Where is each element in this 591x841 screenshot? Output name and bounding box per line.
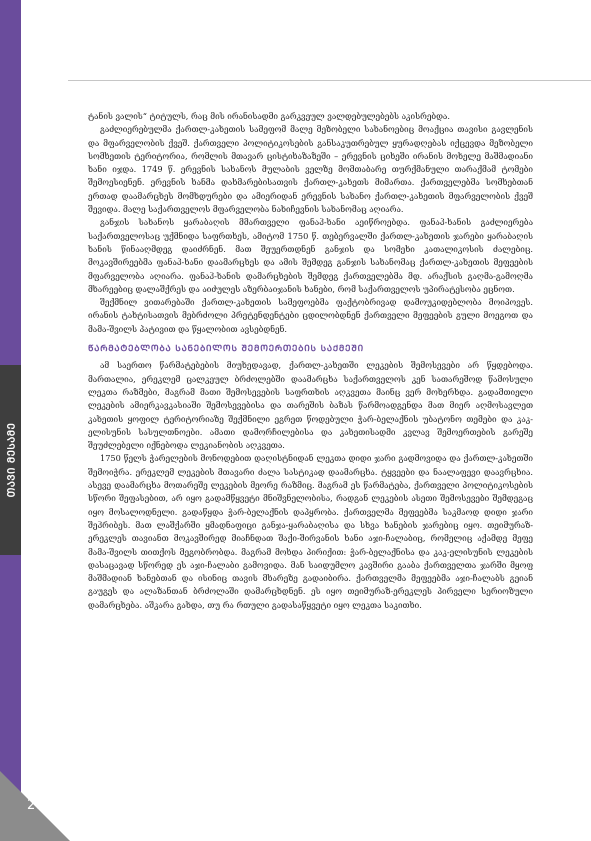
paragraph: შექმნილ ვითარებაში ქართლ-კახეთის სამეფოებმა ფაქტობრივად დამოუკიდებლობა მოიპოვეს. ირანის ტახტისათვის მებრძოლი პრეტენდენტები ცდილობდნენ ქართველი მეფეების გული მოეგოთ და მამა-შვილს პატივით და წყალობით ავსებდნენ. — [88, 297, 533, 334]
paragraph: ტანის ვალის“ ტიტულს, რაც მის ირანისადმი გარკვეულ ვალდებულებებს აკისრებდა. — [88, 111, 450, 121]
section-title: ᲬᲐᲠᲛᲐᲢᲔᲑᲚᲝᲑᲐ ᲡᲐᲜᲔᲑᲘᲚᲝᲡ ᲨᲔᲛᲝᲔᲠᲗᲔᲑᲘᲡ ᲡᲐᲥᲛᲔᲨᲘ — [88, 344, 364, 355]
paragraph: გაძლიერებულმა ქართლ-კახეთის სამეფომ მალე მეზობელი სახანოებიც მოაქცია თავისი გავლენის და მფარველობის ქვეშ. ქართველი პოლიტიკოსების განსაკუთრებულ ყურადღებას იქცევდა მეზობელი სომხეთის ტერიტორია, რომლის მთავარ ცისტიხაზაზეში – ერევნის ციხეში ირანის მოხელე მაშმადიანი ხანი იჯდა. 1749 წ. ერევნის სახანოს მულაბის ველზე მომთაბარე თურქმანული თარაქმამ ტომები შემოესიენენ. ერევნის ხანმა დახმარებისათვის ქართლ-კახეთს მიმართა. ქართველებმა სომხებთან ერთად დაამარცხეს მომხდურები და ამიერიდან ერევნის სახანო ქართლ-კახეთის მფარველობის ქვეშ შევიდა. მალე საქართველოს მფარველობა ნახიჩევნის სახანომაც აღიარა. — [88, 124, 533, 215]
header-rule — [68, 80, 591, 81]
main-text — [88, 110, 533, 612]
chapter-tab-label: ᲗᲐᲕᲘ ᲛᲔᲡᲐᲛᲔ — [6, 422, 18, 498]
page-number: 270 — [27, 798, 52, 813]
paragraph: განჯის სახანოს ყარაბაღის მმართველი ფანაჰ-ხანი აეიწროებდა. ფანაჰ-ხანის გაძლიერება საქართველოსაც უქმნიდა საფრთხეს, ამიტომ 1750 წ. თებერვალში ქართლ-კახეთის ჯარები ყარაბაღის ხანის წინააღმდეგ დაიძრნენ. მათ შეუერთდნენ განჯის და სომეხი კათალიკოსის ძალებიც. მოკავშირეებმა ფანაჰ-ხანი დაამარცხეს და ამის შემდეგ განჯის სახანომაც ქართლ-კახეთის მეფეების მფარველობა აღიარა. ფანაჰ-ხანის დამარცხების შემდეგ ქართველებმა მდ. არაქსის გაღმა-გამოღმა მხარეებიც დალაშქრეს და აიძულეს აზერბაიჯანის ხანები, რომ საქართველოს უპირატესობა ეცნოთ. — [88, 217, 533, 294]
paragraph: ამ საერთო წარმატებების მიუხედავად, ქართლ-კახეთში ლეკების შემოსევები არ წყდებოდა. მართალია, ერეკლემ ცალკეულ ბრძოლებში დაამარცხა საქართველოს კენ სათარეშოდ წამოსული ლეკთა რაზმები, მაგრამ მათი შემოსევების საფრთხის აღკვეთა მაინც ვერ მოხერხდა. გადამთიელი ლეკების ამიერკავკასიაში შემოსევებისა და თარეშის ბაზას წარმოადგენდა მათ მიერ აღმოსავლეთ კახეთის ყოფილ ტერიტორიაზე შექმნილი ეგრეთ წოდებული ჭარ-ბელაქნის უბატონო თემები და კაკ-ელისუნის სასულთნოები. ამათი დამორჩილებისა და კახეთისადმი კვლავ შემოერთების გარეშე შეუძლებელი იქნებოდა ლეკიანობის აღკვეთა. — [88, 360, 533, 451]
paragraph: 1750 წელს ჭარელების მონოდებით დაღისტნიდან ლეკთა დიდი ჯარი გადმოვიდა და ქართლ-კახეთში შემოიჭრა. ერეკლემ ლეკების მთავარი ძალა სასტიკად დაამარცხა. ტყვეები და ნაალაფევი დაავრცხია. ასევე დაამარცხა მოთარეშე ლეკების მეორე რაზმიც. მაგრამ ეს წარმატება, ქართველი პოლიტიკოსების სწორი შეფასებით, არ იყო გადამწყვეტი მნიშვნელობისა, რადგან ლეკების ასეთი შემოსევები შემდეგაც იყო მოსალოდნელი. გადაწყდა ჭარ-ბელაქნის დაპყრობა. ქართველმა მეფეებმა საკმაოდ დიდი ჯარი შეჰრიბეს. მათ ლაშქარში ყმადნაფიცი განჯა-ყარაბაღისა და სხვა ხანების ჯარებიც იყო. თეიმურაზ-ერეკლეს თავიანთ მოკავშირედ მიაჩნდათ შაქი-შირვანის ხანი აჯი-ჩალაბიც, რომელიც აქამდე მეფე მამა-შვილს თითქოს მეგობრობდა. მაგრამ მოხდა პირიქით: ჭარ-ბელაქნისა და კაკ-ელისუნის ლეკების დასაცავად სწორედ ეს აჯი-ჩალაბი გამოვიდა. მან საიდუმლო კავშირი გააბა ქართველთა ჯარში მყოფ მაშმადიან ხანებთან და ისინიც თავის მხარეზე გადაიბირა. ქართველმა მეფეებმა აჯი-ჩალაბს გეიან გაუგეს და ალაზანთან ბრძოლაში დამარცხდნენ. ეს იყო თეიმურაზ-ერეკლეს პირველი სერიოზული დამარცხება. აშკარა გახდა, თუ რა რთული გადასაწყვეტი იყო ლეკთა საკითხი. — [88, 453, 533, 610]
chapter-tab — [0, 365, 21, 555]
